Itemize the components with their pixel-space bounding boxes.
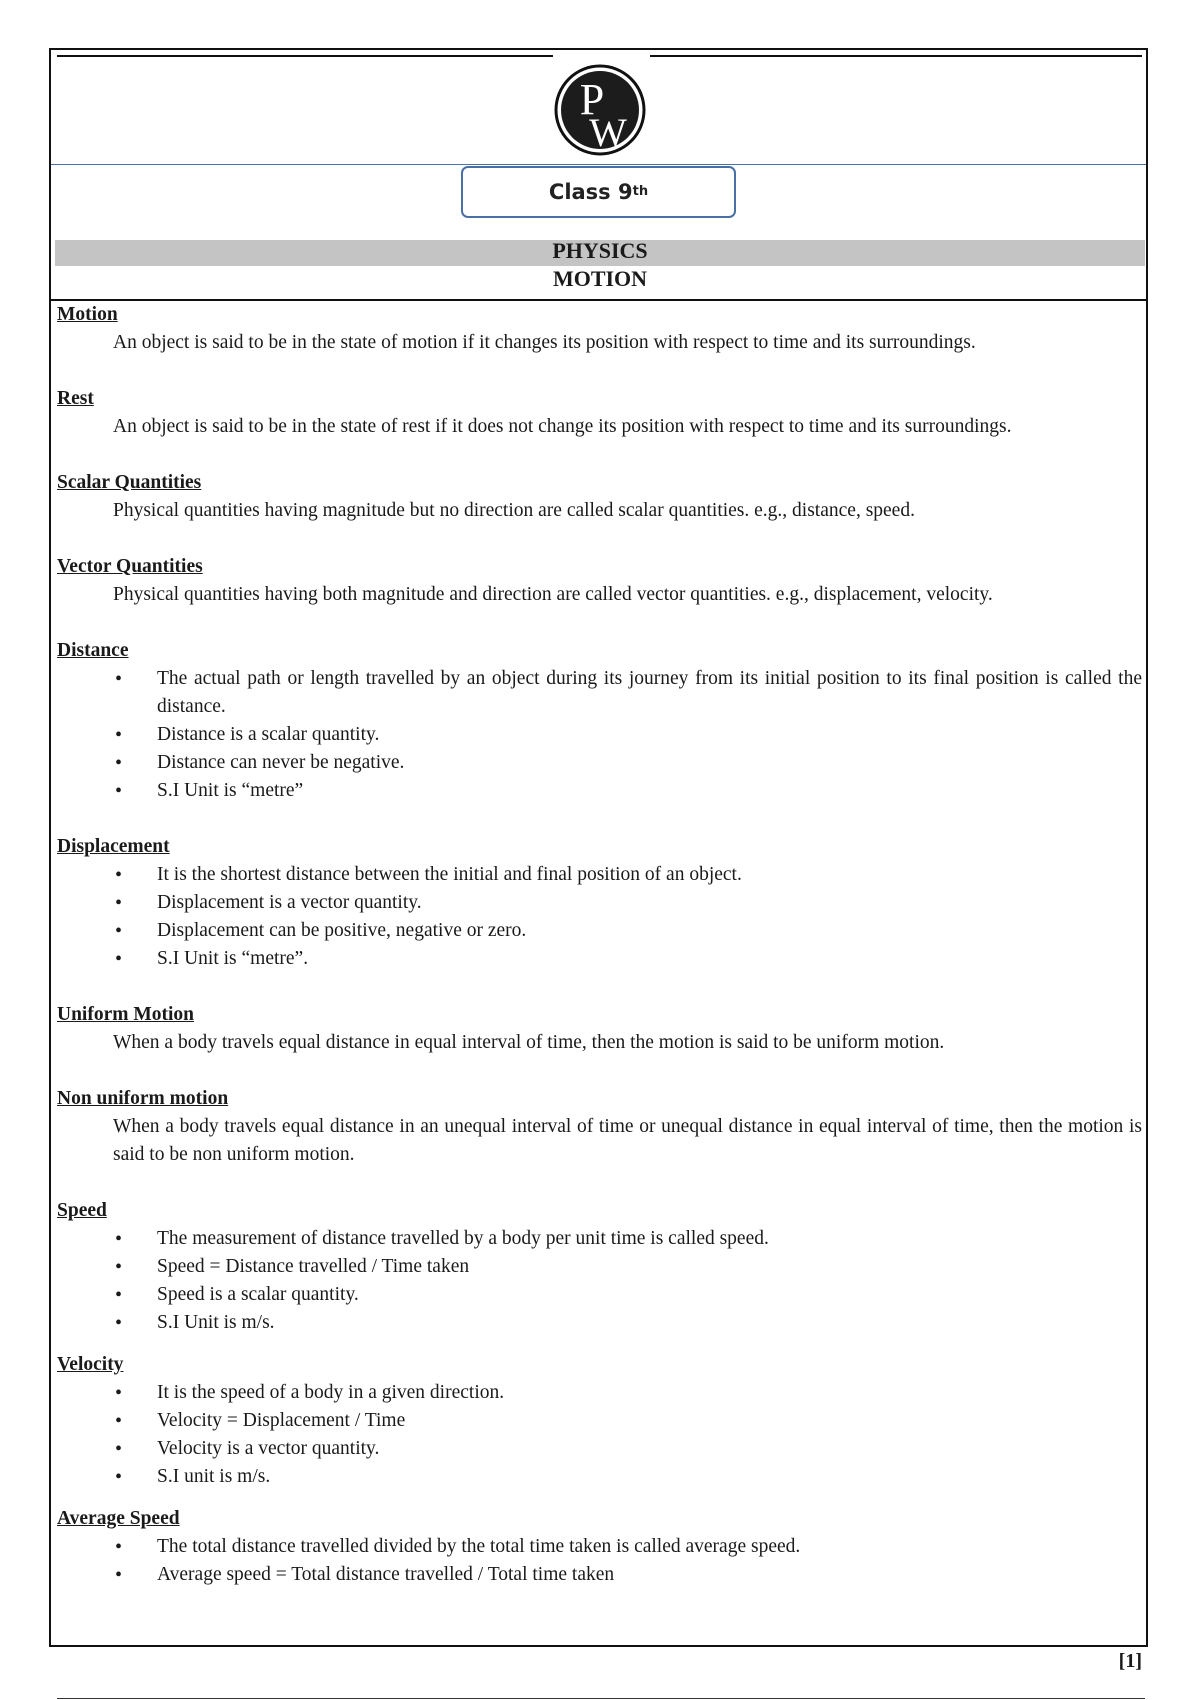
section-text: An object is said to be in the state of rest if it does not change its position with respect to time and its surroundings. (113, 416, 1012, 437)
class-label: Class 9 (548, 180, 633, 204)
section-average-speed (57, 1505, 1142, 1589)
bullet-list (57, 665, 1142, 805)
section-heading: Speed (57, 1200, 107, 1221)
section-heading: Scalar Quantities (57, 472, 202, 493)
section-text: Physical quantities having both magnitude and direction are called vector quantities. e.g., displacement, velocity. (113, 584, 993, 605)
bullet-list (57, 1533, 1142, 1589)
section-uniform-motion (57, 1001, 1142, 1057)
footer-rule (57, 1698, 1145, 1699)
svg-text:P: P (579, 75, 605, 124)
topic-title: MOTION (552, 266, 648, 291)
header-top-rule-right (650, 55, 1142, 57)
section-text: When a body travels equal distance in equal interval of time, then the motion is said to be uniform motion. (113, 1032, 945, 1053)
section-heading: Vector Quantities (57, 556, 203, 577)
list-item: • S.I Unit is “metre”. (57, 945, 1142, 973)
notes-content (57, 301, 1142, 1603)
section-velocity (57, 1351, 1142, 1491)
list-item: • Average speed = Total distance travelled / Total time taken (57, 1561, 1142, 1589)
header-divider (51, 164, 1146, 165)
section-scalar-quantities (57, 469, 1142, 525)
section-heading: Velocity (57, 1354, 124, 1375)
section-vector-quantities (57, 553, 1142, 609)
pw-logo-graphic (552, 60, 648, 160)
section-text: When a body travels equal distance in an unequal interval of time or unequal distance in equal interval of time, then the motion is said to be non uniform motion. (113, 1116, 1142, 1165)
class-badge: Class 9 th (461, 166, 736, 218)
pw-logo (552, 60, 648, 160)
section-text: Physical quantities having magnitude but no direction are called scalar quantities. e.g., distance, speed. (113, 500, 915, 521)
list-item: • Speed = Distance travelled / Time taken (57, 1253, 1142, 1281)
section-heading: Displacement (57, 836, 170, 857)
section-heading: Uniform Motion (57, 1004, 195, 1025)
section-text: An object is said to be in the state of motion if it changes its position with respect to time and its surroundings. (113, 332, 976, 353)
list-item: • It is the shortest distance between the initial and final position of an object. (57, 861, 1142, 889)
list-item: • Displacement can be positive, negative or zero. (57, 917, 1142, 945)
section-rest (57, 385, 1142, 441)
bullet-list (57, 1225, 1142, 1337)
list-item: • Displacement is a vector quantity. (57, 889, 1142, 917)
list-item: • Distance is a scalar quantity. (57, 721, 1142, 749)
page-number: [1] (1118, 1650, 1142, 1672)
section-displacement (57, 833, 1142, 973)
list-item: • S.I unit is m/s. (57, 1463, 1142, 1491)
subject-title: PHYSICS (552, 238, 648, 263)
list-item: • The measurement of distance travelled by a body per unit time is called speed. (57, 1225, 1142, 1253)
section-heading: Average Speed (57, 1508, 180, 1529)
list-item: • Distance can never be negative. (57, 749, 1142, 777)
list-item: • Speed is a scalar quantity. (57, 1281, 1142, 1309)
section-speed (57, 1197, 1142, 1337)
section-heading: Motion (57, 304, 118, 325)
list-item: • Velocity is a vector quantity. (57, 1435, 1142, 1463)
section-non-uniform-motion (57, 1085, 1142, 1169)
list-item: • The total distance travelled divided by the total time taken is called average speed. (57, 1533, 1142, 1561)
svg-text:W: W (589, 110, 627, 155)
section-motion (57, 301, 1142, 357)
list-item: • S.I Unit is m/s. (57, 1309, 1142, 1337)
section-distance (57, 637, 1142, 805)
section-heading: Distance (57, 640, 129, 661)
list-item: • The actual path or length travelled by an object during its journey from its initial position to its final position is called the distance. (57, 665, 1142, 721)
section-heading: Rest (57, 388, 94, 409)
list-item: • It is the speed of a body in a given direction. (57, 1379, 1142, 1407)
header-top-rule-left (57, 55, 553, 57)
list-item: • S.I Unit is “metre” (57, 777, 1142, 805)
bullet-list (57, 861, 1142, 973)
bullet-list (57, 1379, 1142, 1491)
list-item: • Velocity = Displacement / Time (57, 1407, 1142, 1435)
section-heading: Non uniform motion (57, 1088, 229, 1109)
